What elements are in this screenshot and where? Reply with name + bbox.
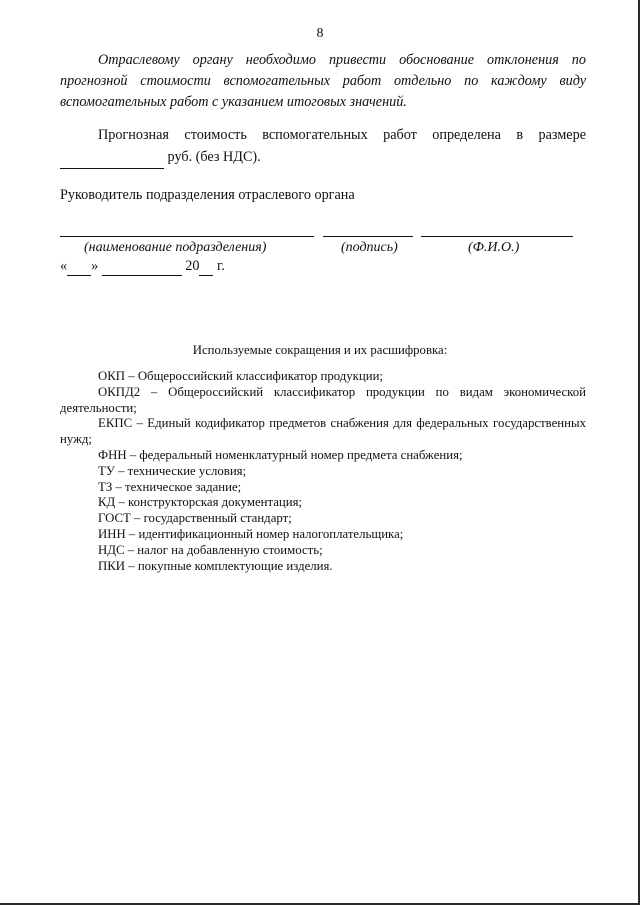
date-year-blank[interactable] — [199, 258, 213, 276]
abbreviation-item: ТЗ – техническое задание; — [98, 479, 242, 494]
date-day-blank[interactable] — [67, 258, 91, 276]
abbreviation-item: КД – конструкторская документация; — [98, 495, 303, 510]
date-year-suffix: г. — [213, 258, 225, 274]
unit-name-line[interactable] — [60, 236, 314, 237]
abbreviation-item: ГОСТ – государственный стандарт; — [98, 511, 292, 526]
abbreviation-item: ТУ – технические условия; — [98, 463, 247, 478]
date-open-quote: « — [60, 258, 68, 274]
abbreviations-list — [60, 369, 586, 574]
abbreviation-item: ЕКПС – Единый кодификатор предметов снабжения для федеральных государственных нужд; — [60, 416, 586, 447]
page-number: 8 — [316, 26, 324, 41]
deviation-justification-note: Отраслевому органу необходимо привести обоснование отклонения по прогнозной стоимости вспомогательных работ отдельно по каждому виду вспомогательных работ с указанием итоговых значений. — [60, 52, 586, 110]
abbreviation-item: ФНН – федеральный номенклатурный номер предмета снабжения; — [98, 447, 463, 462]
abbreviations-title: Используемые сокращения и их расшифровка: — [192, 343, 448, 357]
full-name-caption: (Ф.И.О.) — [468, 240, 520, 255]
date-month-blank[interactable] — [102, 258, 182, 276]
forecast-cost-paragraph — [60, 124, 586, 169]
date-line — [60, 258, 225, 276]
date-year-prefix: 20 — [185, 258, 200, 274]
unit-name-caption: (наименование подразделения) — [84, 240, 267, 255]
head-of-unit-title: Руководитель подразделения отраслевого органа — [60, 187, 355, 203]
abbreviation-item: ОКПД2 – Общероссийский классификатор продукции по видам экономической деятельности; — [60, 384, 586, 415]
abbreviation-item: ОКП – Общероссийский классификатор продукции; — [98, 369, 383, 383]
cost-amount-blank[interactable] — [60, 146, 164, 169]
date-close-quote: » — [91, 258, 99, 274]
abbreviation-item: НДС – налог на добавленную стоимость; — [98, 542, 323, 557]
abbreviation-item: ИНН – идентификационный номер налогоплательщика; — [98, 526, 404, 541]
cost-text-after: руб. (без НДС). — [164, 149, 261, 165]
abbreviation-item: ПКИ – покупные комплектующие изделия. — [98, 558, 333, 573]
full-name-line[interactable] — [421, 236, 573, 237]
signature-caption: (подпись) — [341, 240, 398, 255]
signature-line[interactable] — [323, 236, 413, 237]
cost-text-before: Прогнозная стоимость вспомогательных работ определена в размере — [98, 127, 586, 143]
